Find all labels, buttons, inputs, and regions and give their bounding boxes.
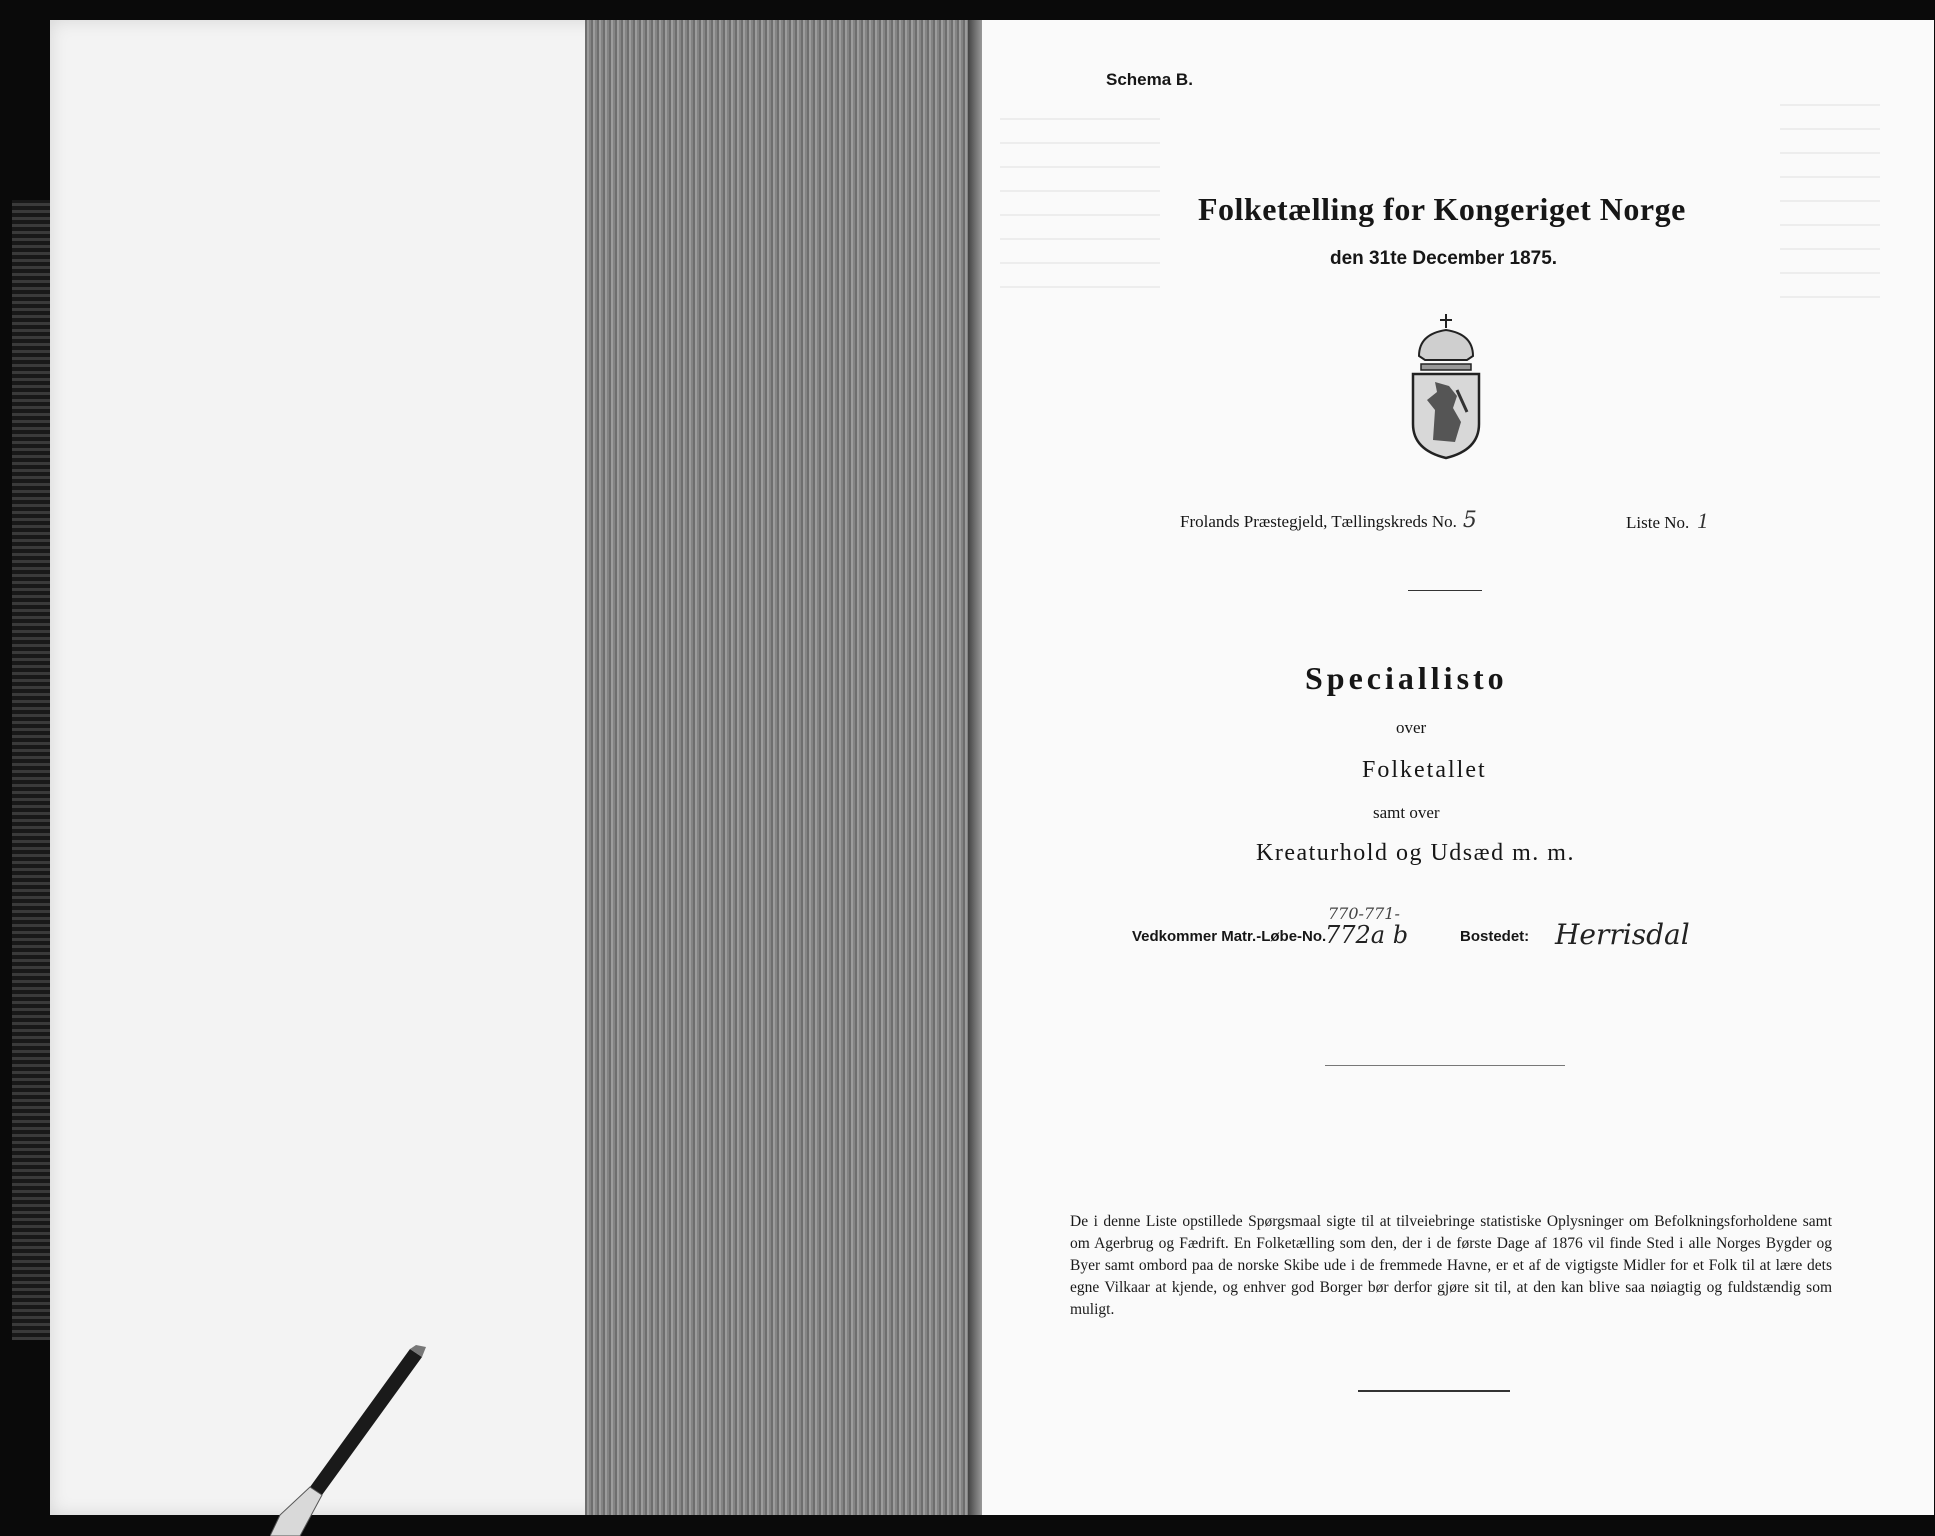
bosted-label: Bostedet: [1460,928,1530,945]
district-number: 5 [1462,508,1477,533]
coat-of-arms-icon [1405,312,1487,460]
census-date: den 31te December 1875. [1330,248,1558,269]
book-binding [585,20,981,1515]
matr-label: Vedkommer Matr.-Løbe-No. [1132,928,1327,945]
list-number: 1 [1697,508,1709,533]
matr-number-value: 772a b [1325,921,1409,949]
heading-over: over [1396,718,1427,737]
list-label: Liste No. [1626,513,1690,532]
heading-samt-over: samt over [1373,803,1440,822]
bleed-through-right [1780,100,1880,320]
parish-district-line [1180,508,1483,533]
divider-short [1408,590,1482,591]
heading-folketallet: Folketallet [1362,757,1487,783]
instruction-paragraph: De i denne Liste opstillede Spørgsmaal sigte til at tilveiebringe statistiske Oplysninger om Befolkningsforholdene samt om Agerbrug og Fædrift. En Folketælling som den, der i de første Dage af 1876 vil finde Sted i alle Norges Bygder og Byer samt ombord paa de norske Skibe ude i de fremmede Havne, er et af de vigtigste Midler for et Folk til at lære dets egne Vilkaar at kjende, og enhver god Borger bør derfor gjøre sit til, at den kan blive saa nøiagtig og fuldstændig som muligt. [1070,1213,1832,1318]
divider-bottom [1358,1390,1510,1392]
divider-dotted [1325,1065,1565,1066]
pencil-icon [270,1345,440,1536]
schema-label: Schema B. [1106,70,1193,89]
binding-shadow [968,20,982,1515]
list-number-line [1626,508,1708,534]
matr-number-above: 770-771- [1328,904,1400,923]
left-page-blank [50,20,605,1515]
parish-label: Frolands Præstegjeld, Tællingskreds No. [1180,512,1457,531]
heading-kreaturhold: Kreaturhold og Udsæd m. m. [1256,840,1575,866]
bosted-value: Herrisdal [1555,918,1690,951]
form-title: Folketælling for Kongeriget Norge [1198,191,1686,227]
heading-speciallisto: Speciallisto [1305,660,1508,696]
bleed-through-left [1000,100,1160,310]
book-edge [12,200,52,1340]
